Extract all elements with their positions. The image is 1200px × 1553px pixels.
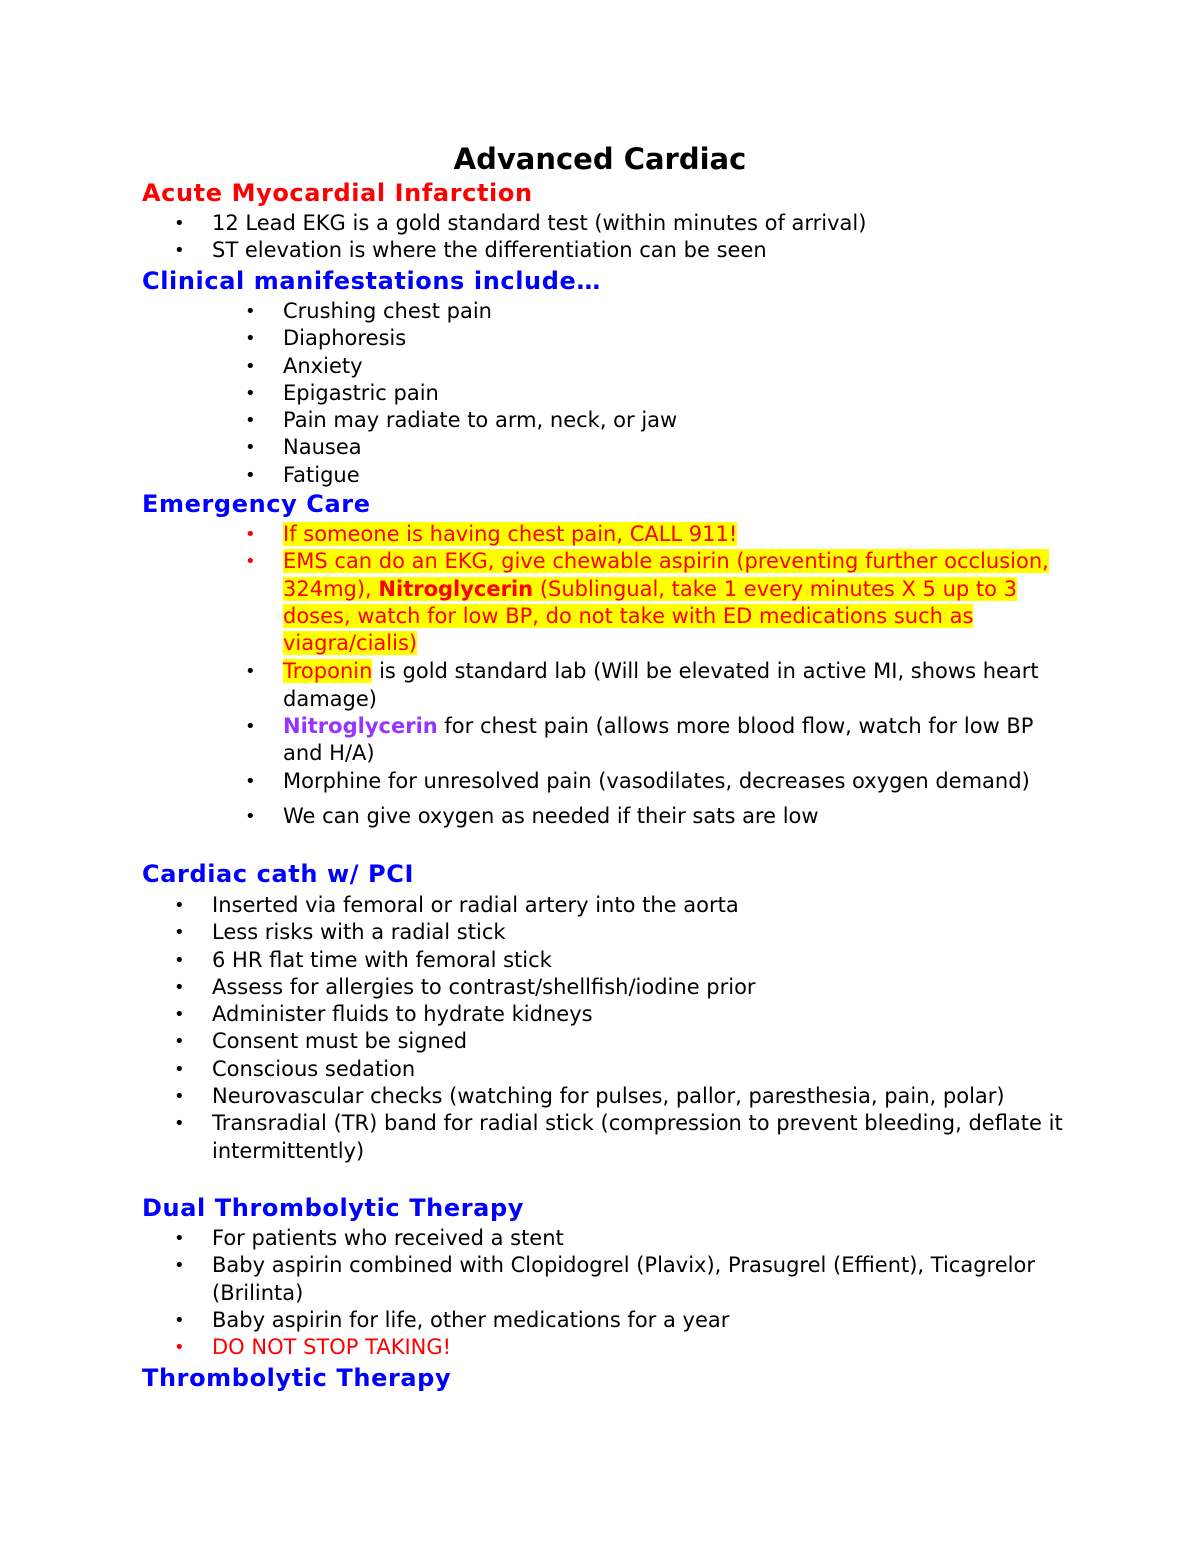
bullet-icon: • xyxy=(174,1113,185,1135)
list-item: • Baby aspirin combined with Clopidogrel (Plavix), Prasugrel (Effient), Ticagrelor (Brilinta) xyxy=(174,1253,1035,1305)
list-item: • Troponin is gold standard lab (Will be elevated in active MI, shows heart damage) xyxy=(245,659,1039,711)
bullet-icon: • xyxy=(245,410,256,432)
bullet-icon: • xyxy=(245,661,256,683)
list-item: • We can give oxygen as needed if their sats are low xyxy=(283,803,1073,830)
list-item: • EMS can do an EKG, give chewable aspirin (preventing further occlusion, 324mg), Nitroglycerin (Sublingual, take 1 every minutes X 5 up to 3 doses, watch for low BP, do not take with ED medications such as viagra/cialis) xyxy=(245,549,1049,656)
bullet-icon: • xyxy=(174,949,185,971)
list-item: • For patients who received a stent xyxy=(212,1225,1072,1252)
list-item: • Fatigue xyxy=(283,462,1083,489)
list-item: • Anxiety xyxy=(283,353,1083,380)
bullet-icon: • xyxy=(245,805,256,827)
list-item: • Conscious sedation xyxy=(212,1056,1072,1083)
list-item: • Nausea xyxy=(283,434,1083,461)
list-item: • Crushing chest pain xyxy=(283,298,1083,325)
bullet-icon: • xyxy=(245,301,256,322)
heading-emergency-care: Emergency Care xyxy=(142,490,371,518)
list-item: • Less risks with a radial stick xyxy=(212,919,1072,946)
list-cardiac-cath xyxy=(174,892,1072,1165)
list-dual-thrombolytic-therapy xyxy=(174,1225,1072,1361)
heading-acute-mi: Acute Myocardial Infarction xyxy=(142,179,533,207)
list-item: • ST elevation is where the differentiation can be seen xyxy=(212,237,1092,264)
bullet-icon: • xyxy=(174,213,185,234)
list-item: • Epigastric pain xyxy=(283,380,1083,407)
list-item: • Inserted via femoral or radial artery into the aorta xyxy=(212,892,1072,919)
bullet-icon: • xyxy=(174,895,185,916)
bullet-icon: • xyxy=(174,1337,185,1359)
list-item: • Administer fluids to hydrate kidneys xyxy=(212,1001,1072,1028)
bullet-icon: • xyxy=(245,328,256,350)
list-item: • Morphine for unresolved pain (vasodilates, decreases oxygen demand) xyxy=(283,768,1073,795)
list-item: • 12 Lead EKG is a gold standard test (within minutes of arrival) xyxy=(212,210,1092,237)
bullet-icon: • xyxy=(245,382,256,404)
bullet-icon: • xyxy=(245,716,256,738)
list-item: • Pain may radiate to arm, neck, or jaw xyxy=(283,407,1083,434)
list-clinical-manifestations xyxy=(245,298,1083,489)
bullet-icon: • xyxy=(245,464,256,486)
bullet-icon: • xyxy=(174,1058,185,1080)
list-item: • Consent must be signed xyxy=(212,1028,1072,1055)
list-acute-mi xyxy=(174,210,1092,265)
bullet-icon: • xyxy=(174,1255,185,1277)
bullet-icon: • xyxy=(245,524,256,545)
list-item: • Diaphoresis xyxy=(283,325,1083,352)
bullet-icon: • xyxy=(174,922,185,944)
bullet-icon: • xyxy=(174,240,185,262)
bullet-icon: • xyxy=(174,1004,185,1026)
list-item: • If someone is having chest pain, CALL 911! xyxy=(283,521,1073,548)
list-item: • Nitroglycerin for chest pain (allows more blood flow, watch for low BP and H/A) xyxy=(245,714,1034,766)
heading-thrombolytic-therapy: Thrombolytic Therapy xyxy=(142,1364,452,1392)
list-item: • Transradial (TR) band for radial stick (compression to prevent bleeding, deflate it intermittently) xyxy=(174,1111,1063,1163)
bullet-icon: • xyxy=(245,551,256,573)
bullet-icon: • xyxy=(174,1031,185,1053)
heading-dual-thrombolytic-therapy: Dual Thrombolytic Therapy xyxy=(142,1194,524,1222)
heading-clinical-manifestations: Clinical manifestations include… xyxy=(142,267,601,295)
bullet-icon: • xyxy=(245,770,256,792)
bullet-icon: • xyxy=(174,1309,185,1331)
list-item: • Assess for allergies to contrast/shellfish/iodine prior xyxy=(212,974,1072,1001)
list-emergency-care xyxy=(245,521,1073,830)
list-item-warning: • DO NOT STOP TAKING! xyxy=(212,1334,1072,1361)
list-item: • 6 HR flat time with femoral stick xyxy=(212,947,1072,974)
page-title: Advanced Cardiac xyxy=(453,142,747,176)
bullet-icon: • xyxy=(245,437,256,459)
heading-cardiac-cath: Cardiac cath w/ PCI xyxy=(142,860,414,888)
list-item: • Baby aspirin for life, other medications for a year xyxy=(212,1307,1072,1334)
bullet-icon: • xyxy=(245,355,256,377)
bullet-icon: • xyxy=(174,976,185,998)
bullet-icon: • xyxy=(174,1086,185,1108)
list-item: • Neurovascular checks (watching for pulses, pallor, paresthesia, pain, polar) xyxy=(212,1083,1072,1110)
bullet-icon: • xyxy=(174,1228,185,1249)
